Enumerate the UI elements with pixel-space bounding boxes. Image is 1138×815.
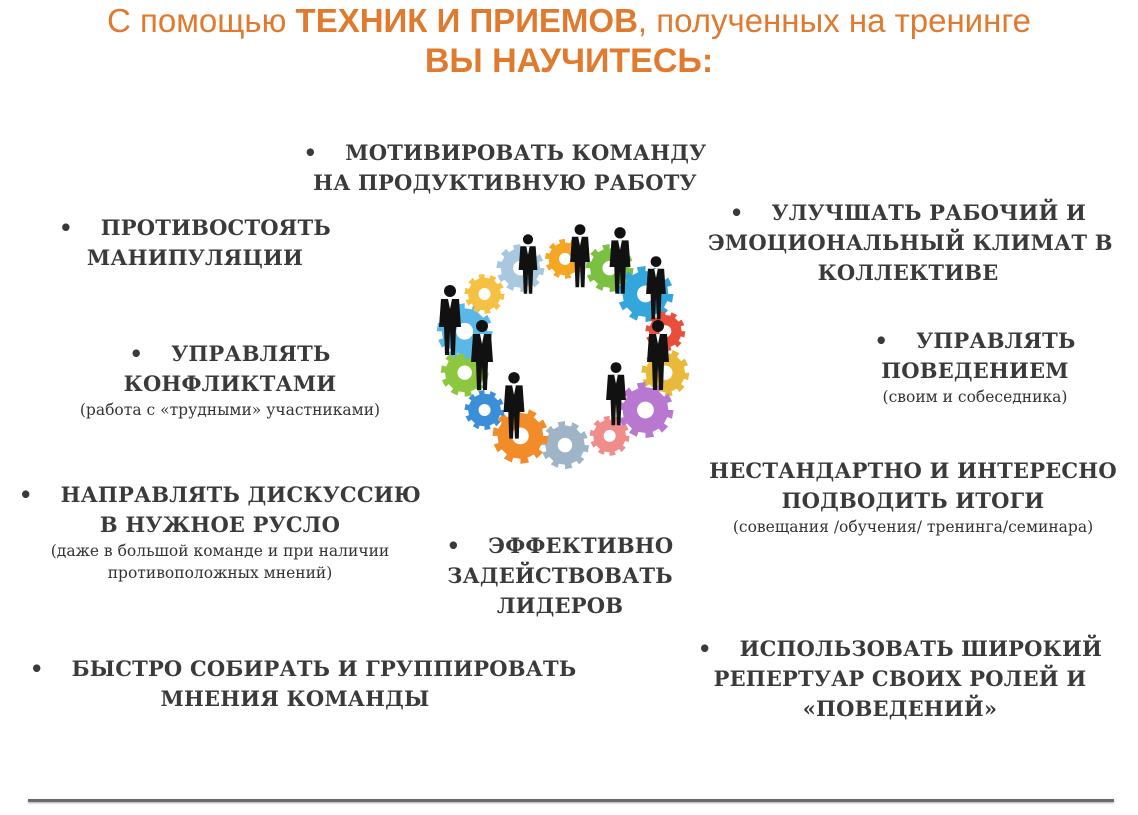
skill-resist-line1: ПРОТИВОСТОЯТЬ bbox=[100, 215, 331, 240]
gear-hole bbox=[512, 427, 529, 444]
skill-motivate-team bbox=[300, 138, 710, 198]
skill-conflicts-note: (работа с «трудными» участниками) bbox=[79, 401, 381, 419]
skill-roles-line2: РЕПЕРТУАР СВОИХ РОЛЕЙ И bbox=[713, 666, 1087, 691]
skill-conflicts-line2: КОНФЛИКТАМИ bbox=[123, 371, 337, 396]
skill-climate-line3: КОЛЛЕКТИВЕ bbox=[817, 260, 999, 285]
skill-behavior-note: (своим и собеседника) bbox=[882, 388, 1068, 406]
title-text-line2: ВЫ НАУЧИТЕСЬ: bbox=[424, 42, 714, 80]
skill-conflicts-line1: УПРАВЛЯТЬ bbox=[171, 341, 331, 366]
skill-guide-discussion bbox=[10, 480, 430, 584]
skill-summary-line2: ПОДВОДИТЬ ИТОГИ bbox=[781, 488, 1045, 513]
skill-motivate-line1: МОТИВИРОВАТЬ КОМАНДУ bbox=[345, 140, 707, 165]
skill-leaders-line2: ЗАДЕЙСТВОВАТЬ bbox=[447, 563, 673, 588]
bullet-icon: • bbox=[303, 140, 318, 165]
skill-discussion-line1: НАПРАВЛЯТЬ ДИСКУССИЮ bbox=[60, 482, 422, 507]
skill-summarize bbox=[708, 456, 1118, 538]
gear-hole bbox=[479, 404, 491, 416]
skill-resist-manipulation bbox=[50, 213, 340, 273]
skill-summary-line1: НЕСТАНДАРТНО И ИНТЕРЕСНО bbox=[709, 458, 1117, 483]
skill-manage-behavior bbox=[840, 326, 1110, 408]
skill-discussion-line2: В НУЖНОЕ РУСЛО bbox=[99, 512, 341, 537]
skill-engage-leaders bbox=[425, 531, 695, 621]
skill-discussion-note1: (даже в большой команде и при наличии bbox=[50, 542, 390, 560]
skill-roles-line1: ИСПОЛЬЗОВАТЬ ШИРОКИЙ bbox=[739, 636, 1103, 661]
skill-climate-line2: ЭМОЦИОНАЛЬНЫЙ КЛИМАТ В bbox=[708, 230, 1113, 255]
skill-opinions-line2: МНЕНИЯ КОМАНДЫ bbox=[160, 686, 430, 711]
person-silhouette-icon bbox=[570, 224, 590, 287]
skill-roles-line3: «ПОВЕДЕНИЙ» bbox=[802, 696, 998, 721]
person-silhouette-icon bbox=[606, 362, 626, 425]
bullet-icon: • bbox=[729, 200, 744, 225]
skill-use-roles bbox=[690, 634, 1110, 724]
bullet-icon: • bbox=[697, 636, 712, 661]
skill-climate-line1: УЛУЧШАТЬ РАБОЧИЙ И bbox=[771, 200, 1087, 225]
title-text-part1: С помощью bbox=[107, 2, 296, 39]
slide-title bbox=[0, 2, 1138, 82]
skill-discussion-note2: противоположных мнений) bbox=[107, 564, 333, 582]
bullet-icon: • bbox=[18, 482, 33, 507]
skill-resist-line2: МАНИПУЛЯЦИИ bbox=[86, 245, 304, 270]
skill-group-opinions bbox=[30, 654, 577, 714]
skill-behavior-line2: ПОВЕДЕНИЕМ bbox=[881, 358, 1069, 383]
bullet-icon: • bbox=[874, 328, 889, 353]
gear-hole bbox=[479, 288, 491, 300]
bullet-icon: • bbox=[129, 341, 144, 366]
gear-hole bbox=[457, 366, 471, 380]
bullet-icon: • bbox=[30, 656, 44, 681]
skill-motivate-line2: НА ПРОДУКТИВНУЮ РАБОТУ bbox=[313, 170, 697, 195]
skill-leaders-line1: ЭФФЕКТИВНО bbox=[488, 533, 674, 558]
skill-behavior-line1: УПРАВЛЯТЬ bbox=[916, 328, 1076, 353]
title-text-highlight: ТЕХНИК И ПРИЕМОВ bbox=[295, 2, 638, 39]
bullet-icon: • bbox=[446, 533, 461, 558]
title-text-part3: , полученных на тренинге bbox=[637, 2, 1031, 39]
bullet-icon: • bbox=[59, 215, 73, 240]
gear-hole bbox=[604, 430, 616, 442]
gear-hole bbox=[558, 438, 572, 452]
gear-hole bbox=[637, 402, 654, 419]
bottom-divider bbox=[28, 799, 1114, 802]
skill-leaders-line3: ЛИДЕРОВ bbox=[496, 593, 624, 618]
teamwork-gears-illustration bbox=[420, 222, 710, 482]
skill-summary-note: (совещания /обучения/ тренинга/семинара) bbox=[732, 518, 1094, 536]
skill-improve-climate bbox=[708, 198, 1113, 288]
gear-hole bbox=[559, 253, 571, 265]
skill-opinions-line1: БЫСТРО СОБИРАТЬ И ГРУППИРОВАТЬ bbox=[71, 656, 577, 681]
skill-manage-conflicts bbox=[30, 339, 430, 421]
